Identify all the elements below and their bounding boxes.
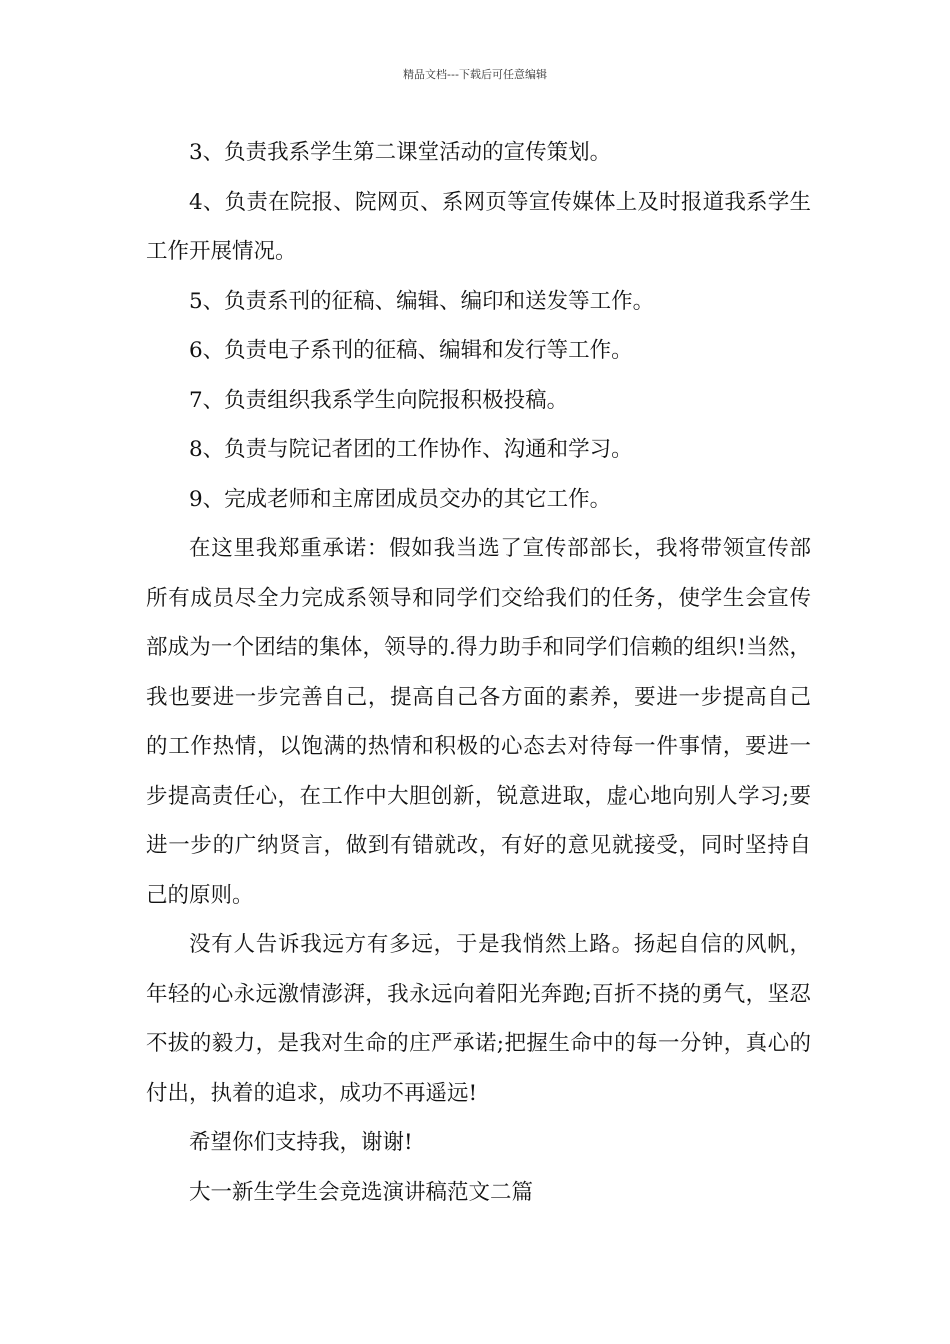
- list-item-8: 8、负责与院记者团的工作协作、沟通和学习。: [189, 437, 633, 462]
- list-item-3: 3、负责我系学生第二课堂活动的宣传策划。: [189, 140, 612, 165]
- next-article-title: 大一新生学生会竞选演讲稿范文二篇: [189, 1179, 534, 1205]
- list-item-9: 9、完成老师和主席团成员交办的其它工作。: [189, 486, 612, 512]
- pledge-paragraph: 在这里我郑重承诺：假如我当选了宣传部部长，我将带领宣传部所有成员尽全力完成系领导和同学们交给我们的任务，使学生会宣传部成为一个团结的集体，领导的.得力助手和同学们信赖的组织!当然，我也要进一步完善自己，提高自己各方面的素养，要进一步提高自己的工作热情，以饱满的热情和积极的心态去对待每一件事情，要进一步提高责任心，在工作中大胆创新，锐意进取，虚心地向别人学习;要进一步的广纳贤言，做到有错就改，有好的意见就接受，同时坚持自己的原则。: [146, 536, 811, 908]
- document-body: [146, 128, 811, 1217]
- list-item-6: 6、负责电子系刊的征稿、编辑和发行等工作。: [189, 338, 633, 363]
- page-header: 精品文档---下载后可任意编辑: [403, 68, 547, 81]
- thanks-line: 希望你们支持我，谢谢!: [189, 1130, 413, 1155]
- closing-paragraph: 没有人告诉我远方有多远，于是我悄然上路。扬起自信的风帆，年轻的心永远激情澎湃，我永远向着阳光奔跑;百折不挠的勇气，坚忍不拔的毅力，是我对生命的庄严承诺;把握生命中的每一分钟，真心的付出，执着的追求，成功不再遥远!: [146, 932, 811, 1106]
- list-item-4: 4、负责在院报、院网页、系网页等宣传媒体上及时报道我系学生工作开展情况。: [146, 189, 811, 264]
- list-item-5: 5、负责系刊的征稿、编辑、编印和送发等工作。: [189, 288, 655, 314]
- list-item-7: 7、负责组织我系学生向院报积极投稿。: [189, 387, 569, 413]
